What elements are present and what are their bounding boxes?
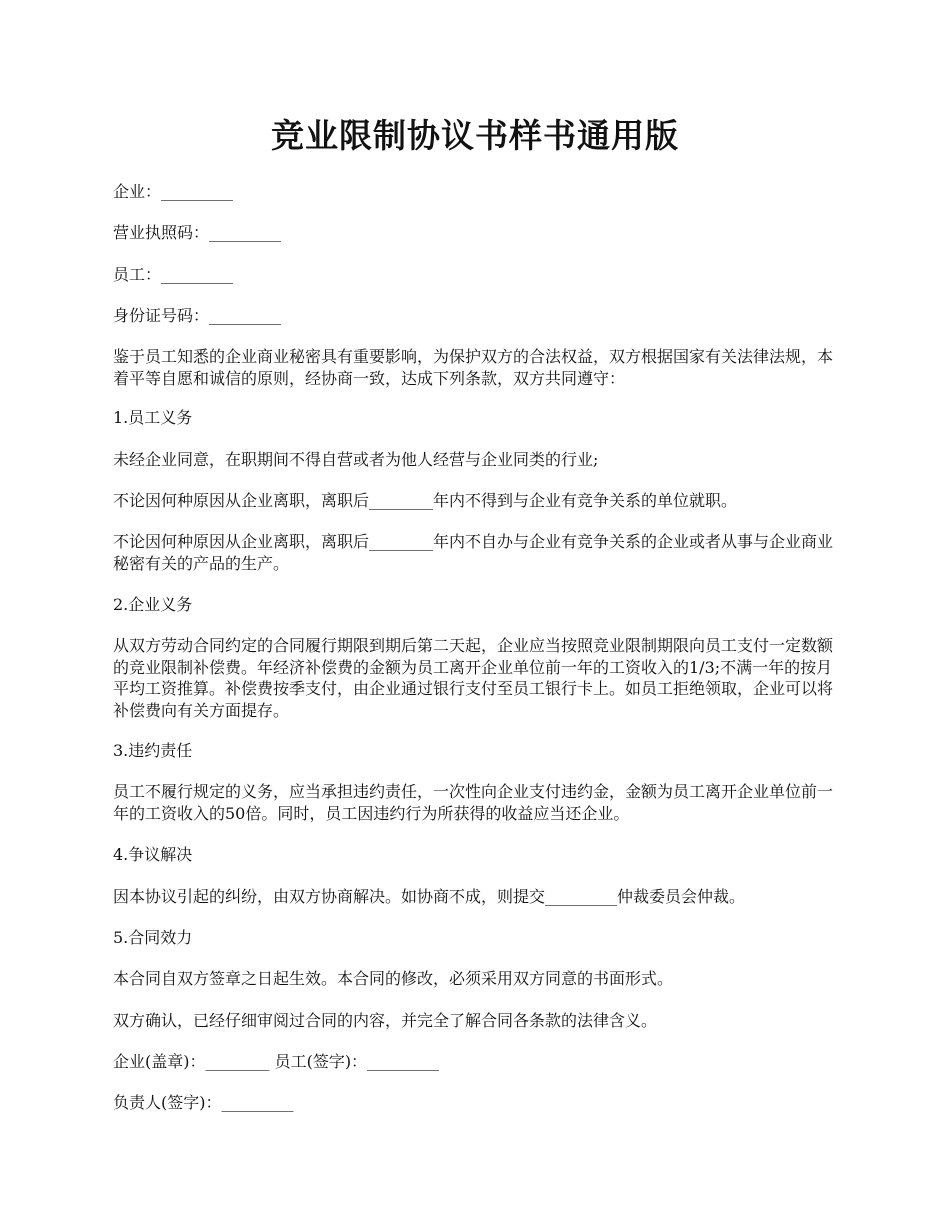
- section5-paragraph-1: 本合同自双方签章之日起生效。本合同的修改，必须采用双方同意的书面形式。: [113, 969, 674, 988]
- section1-heading: 1.员工义务: [113, 408, 193, 427]
- section4-heading: 4.争议解决: [113, 845, 193, 864]
- section1-paragraph-3: 不论因何种原因从企业离职，离职后________年内不自办与企业有竞争关系的企业或者从事与企业商业秘密有关的产品的生产。: [113, 532, 834, 573]
- section1-paragraph-1: 未经企业同意，在职期间不得自营或者为他人经营与企业同类的行业;: [113, 450, 599, 469]
- field-license: 营业执照码：_________: [113, 223, 282, 242]
- section3-paragraph-1: 员工不履行规定的义务，应当承担违约责任，一次性向企业支付违约金，金额为员工离开企业单位前一年的工资收入的50倍。同时，员工因违约行为所获得的收益应当还企业。: [113, 782, 834, 823]
- confirmation-paragraph: 双方确认，已经仔细审阅过合同的内容，并完全了解合同各条款的法律含义。: [113, 1011, 658, 1030]
- field-id-number: 身份证号码：_________: [113, 306, 282, 325]
- signature-line-2: 负责人(签字)：_________: [113, 1093, 294, 1112]
- section2-heading: 2.企业义务: [113, 595, 193, 614]
- field-company: 企业：_________: [113, 182, 234, 201]
- signature-line-1: 企业(盖章)：________ 员工(签字)：_________: [113, 1052, 440, 1071]
- section2-paragraph-1: 从双方劳动合同约定的合同履行期限到期后第二天起，企业应当按照竞业限制期限向员工支付一定数额的竞业限制补偿费。年经济补偿费的金额为员工离开企业单位前一年的工资收入的1/3;不满一年的按月平均工资推算。补偿费按季支付，由企业通过银行支付至员工银行卡上。如员工拒绝领取，企业可以将补偿费向有关方面提存。: [113, 636, 834, 720]
- section1-paragraph-2: 不论因何种原因从企业离职，离职后________年内不得到与企业有竞争关系的单位就职。: [113, 491, 738, 510]
- preamble-paragraph: 鉴于员工知悉的企业商业秘密具有重要影响，为保护双方的合法权益，双方根据国家有关法律法规，本着平等自愿和诚信的原则，经协商一致，达成下列条款，双方共同遵守：: [113, 347, 834, 388]
- field-employee: 员工：_________: [113, 265, 234, 284]
- section3-heading: 3.违约责任: [113, 741, 193, 760]
- document-title: 竞业限制协议书样书通用版: [271, 116, 679, 155]
- section4-paragraph-1: 因本协议引起的纠纷，由双方协商解决。如协商不成，则提交_________仲裁委员会仲裁。: [113, 887, 746, 906]
- section5-heading: 5.合同效力: [113, 928, 193, 947]
